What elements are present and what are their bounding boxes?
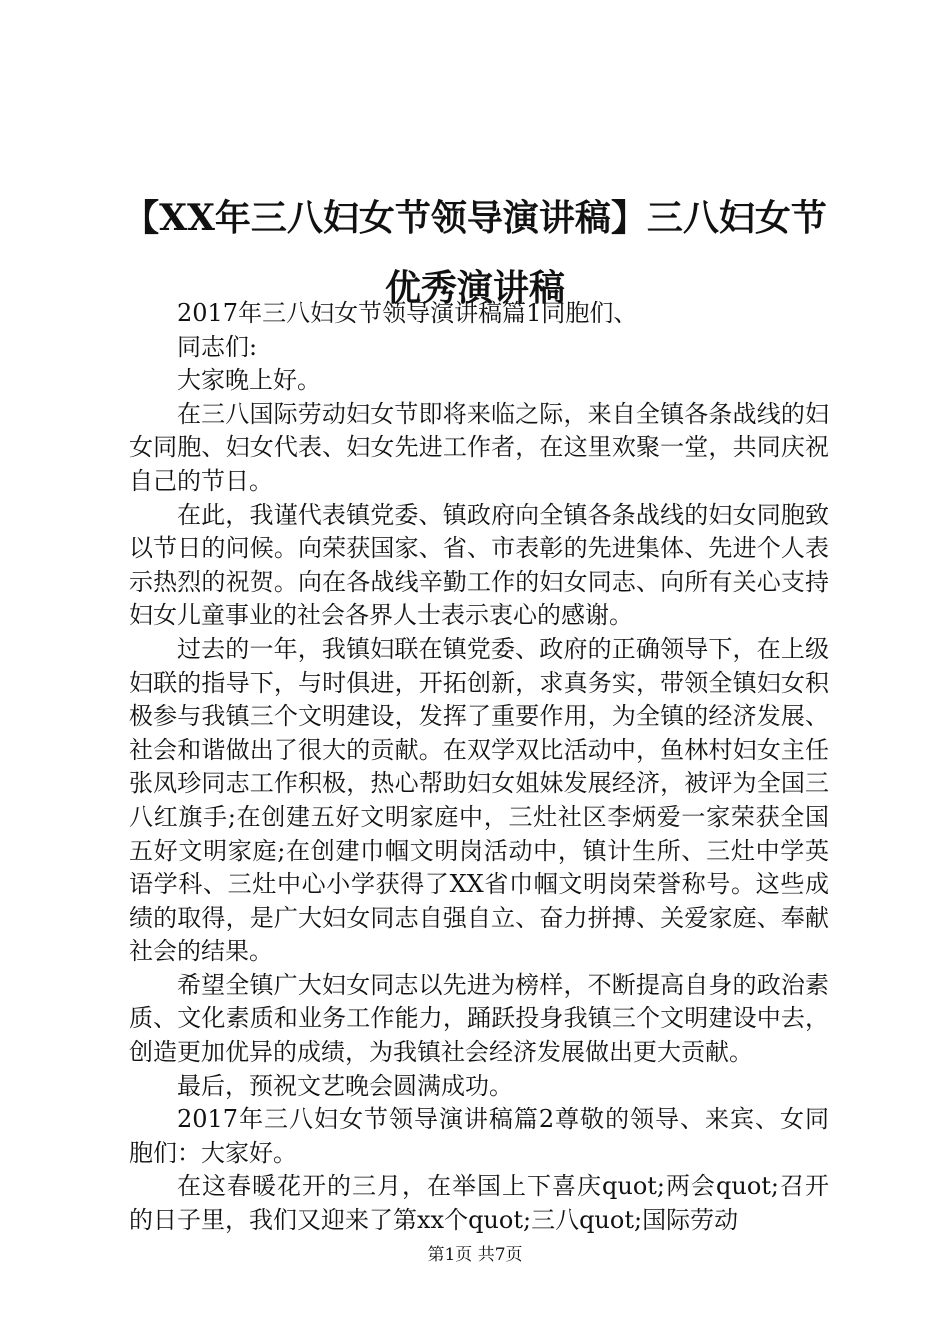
paragraph: 在三八国际劳动妇女节即将来临之际，来自全镇各条战线的妇女同胞、妇女代表、妇女先进工作者，在这里欢聚一堂，共同庆祝自己的节日。 xyxy=(129,399,829,495)
title-line-1: 【XX年三八妇女节领导演讲稿】三八妇女节 xyxy=(123,197,827,239)
paragraph: 2017年三八妇女节领导演讲稿篇2尊敬的领导、来宾、女同胞们：大家好。 xyxy=(129,1105,829,1167)
paragraph: 在此，我谨代表镇党委、镇政府向全镇各条战线的妇女同胞致以节日的问候。向荣获国家、省、市表彰的先进集体、先进个人表示热烈的祝贺。向在各战线辛勤工作的妇女同志、向所有关心支持妇女儿童事业的社会各界人士表示衷心的感谢。 xyxy=(129,500,829,630)
paragraph: 2017年三八妇女节领导演讲稿篇1同胞们、 xyxy=(177,299,638,327)
title-line-2: 优秀演讲稿 xyxy=(384,267,565,309)
paragraph: 在这春暖花开的三月，在举国上下喜庆quot;两会quot;召开的日子里，我们又迎来了第xx个quot;三八quot;国际劳动 xyxy=(129,1172,829,1235)
document-body xyxy=(129,297,829,1238)
paragraph: 希望全镇广大妇女同志以先进为榜样，不断提高自身的政治素质、文化素质和业务工作能力，踊跃投身我镇三个文明建设中去，创造更加优异的成绩，为我镇社会经济发展做出更大贡献。 xyxy=(129,970,829,1067)
paragraph: 同志们: xyxy=(177,332,258,361)
paragraph: 大家晚上好。 xyxy=(177,366,321,395)
paragraph: 最后，预祝文艺晚会圆满成功。 xyxy=(177,1071,513,1100)
page-footer: 第1页 共7页 xyxy=(427,1245,523,1265)
paragraph: 过去的一年，我镇妇联在镇党委、政府的正确领导下，在上级妇联的指导下，与时俱进，开拓创新，求真务实，带领全镇妇女积极参与我镇三个文明建设，发挥了重要作用，为全镇的经济发展、社会和谐做出了很大的贡献。在双学双比活动中，鱼林村妇女主任张凤珍同志工作积极，热心帮助妇女姐妹发展经济，被评为全国三八红旗手;在创建五好文明家庭中，三灶社区李炳爱一家荣获全国五好文明家庭;在创建巾帼文明岗活动中，镇计生所、三灶中学英语学科、三灶中心小学获得了XX省巾帼文明岗荣誉称号。这些成绩的取得，是广大妇女同志自强自立、奋力拼搏、关爱家庭、奉献社会的结果。 xyxy=(129,634,829,966)
